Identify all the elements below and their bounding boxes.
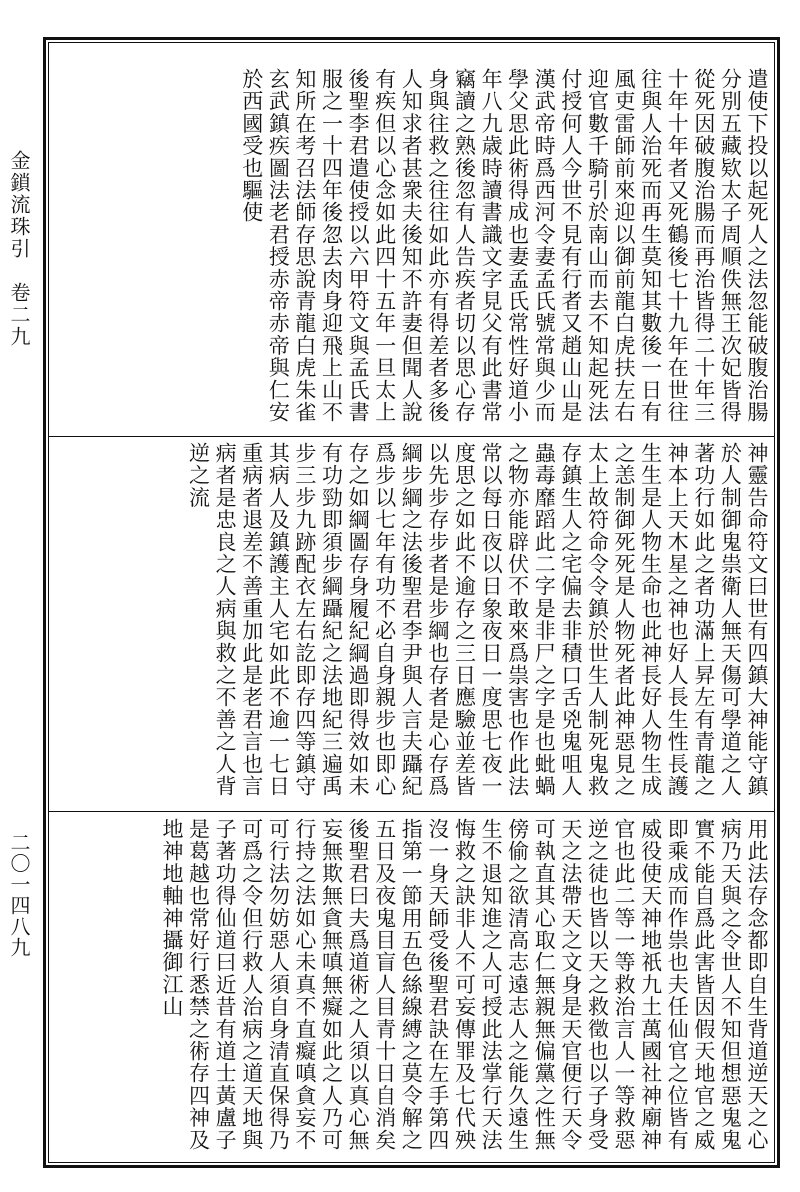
text-register-top: 遣使下投以起死人之法忽能破腹治腸分別五藏欵太子周順佚無王次妃皆得從死因破腹治腸而再治皆得二十年三十年十年者又死鶴後七十九年在世往往與人治死而再生莫知其數後一日有風吏雷師前來迎以御前龍白虎扶左右迎官數千騎引於南山而去不知起死法付授何人今世不見有行者又趙山山是漢武帝時爲西河令妻孟氏號常與少而學父思此術得成也妻孟氏常性好道小年八九歳時讀書識文字見父有此書常竊讀之熟後忽有人告疾者切以思心存身與往救之往往如此亦有得差者多後人知求者甚衆夫後知不許妻但聞人說有疾但以心念如此四十五年一旦太上後聖李君遣使授以六甲符文與孟氏書服之一十四年後忽去肉身迎飛上山不知所在考召法師存思說青龍白虎朱雀玄武鎮疾圖法老君授赤帝赤帝與仁安於西國受也驅使 bbox=[239, 68, 769, 424]
book-title: 金鎖流珠引 卷二九 bbox=[7, 150, 31, 348]
register-divider-1 bbox=[48, 436, 775, 437]
text-register-middle: 神靈告命符文曰世有四鎮大神能守鎮於人制御鬼祟衛人無天傷可學道之人著功行如此之者功滿上昇左有青龍之神本上天木星之神也好人長生性長護生生是人物生命也此神長好人物生成之恙制御死死是人物死者此神惡見之太上故符命令令鎮於世生人制死鬼救存鎮生人之宅偏去非積口舌兇鬼咀人蟲毒靡蹈此二字是非尸之字是也蚍蝸之物亦能辟伏不敢來爲祟害也作此法常以每日夜以日象夜日一度思七夜一度思之如此不逾存之三日應驗並差皆以先步存步者是步綱也存者是心存爲綱步綱之法後聖君李尹與人言夫躡紀爲步以七年有功不必自身親步也即心存之如綱圖存身履紀綱過即得效如未有功勁即須步綱躡紀之法地紀三遍禹步三步九跡配衣左右訖即存四等鎮守其病人及鎮護主人宅如此不逾一七日重病者退差不善重加此是老君言也言病者是忠良之人病與救之不善之人背逆之流 bbox=[186, 442, 769, 798]
register-divider-2 bbox=[48, 811, 775, 812]
page-number: 二〇一四八九 bbox=[7, 832, 31, 958]
text-register-bottom: 用此法存念都即自生背道逆天之心病乃天與之令世人不知但想惡鬼鬼實不能自爲此害皆因假天地官之威即乘成而作祟也夫任仙官之位皆有威役使天神地祇九土萬國社神廟神官也此二等一等救治言人一等救惡逆之徒也皆以天之救徵也以子身受天之法帶天之文身是天官便行天令可執直其心取仁無親無偏黨之性無傍偷之欲清高志遠志人之能久遠生生不退知進之人可授此法掌行天法悔救之訣非人不可妄傳罪及七代殃沒一身天師受後聖君訣在左手第四指第一節用五色絲線縛之莫令解之五日及夜鬼目盲人目青十日自消矣後聖君曰夫爲道術之人須以真心無妄無欺無貪無嗔無癡如此之人乃可行持之法如心未真不直癡嗔貪妄不可行法勿妨惡人須自身清直保得乃可爲之令但行救人治病之道天地與子著功得仙道曰近昔有道士黃盧子是葛越也常好行悉禁之術存四神及地神地軸神攝御江山 bbox=[159, 818, 769, 1151]
